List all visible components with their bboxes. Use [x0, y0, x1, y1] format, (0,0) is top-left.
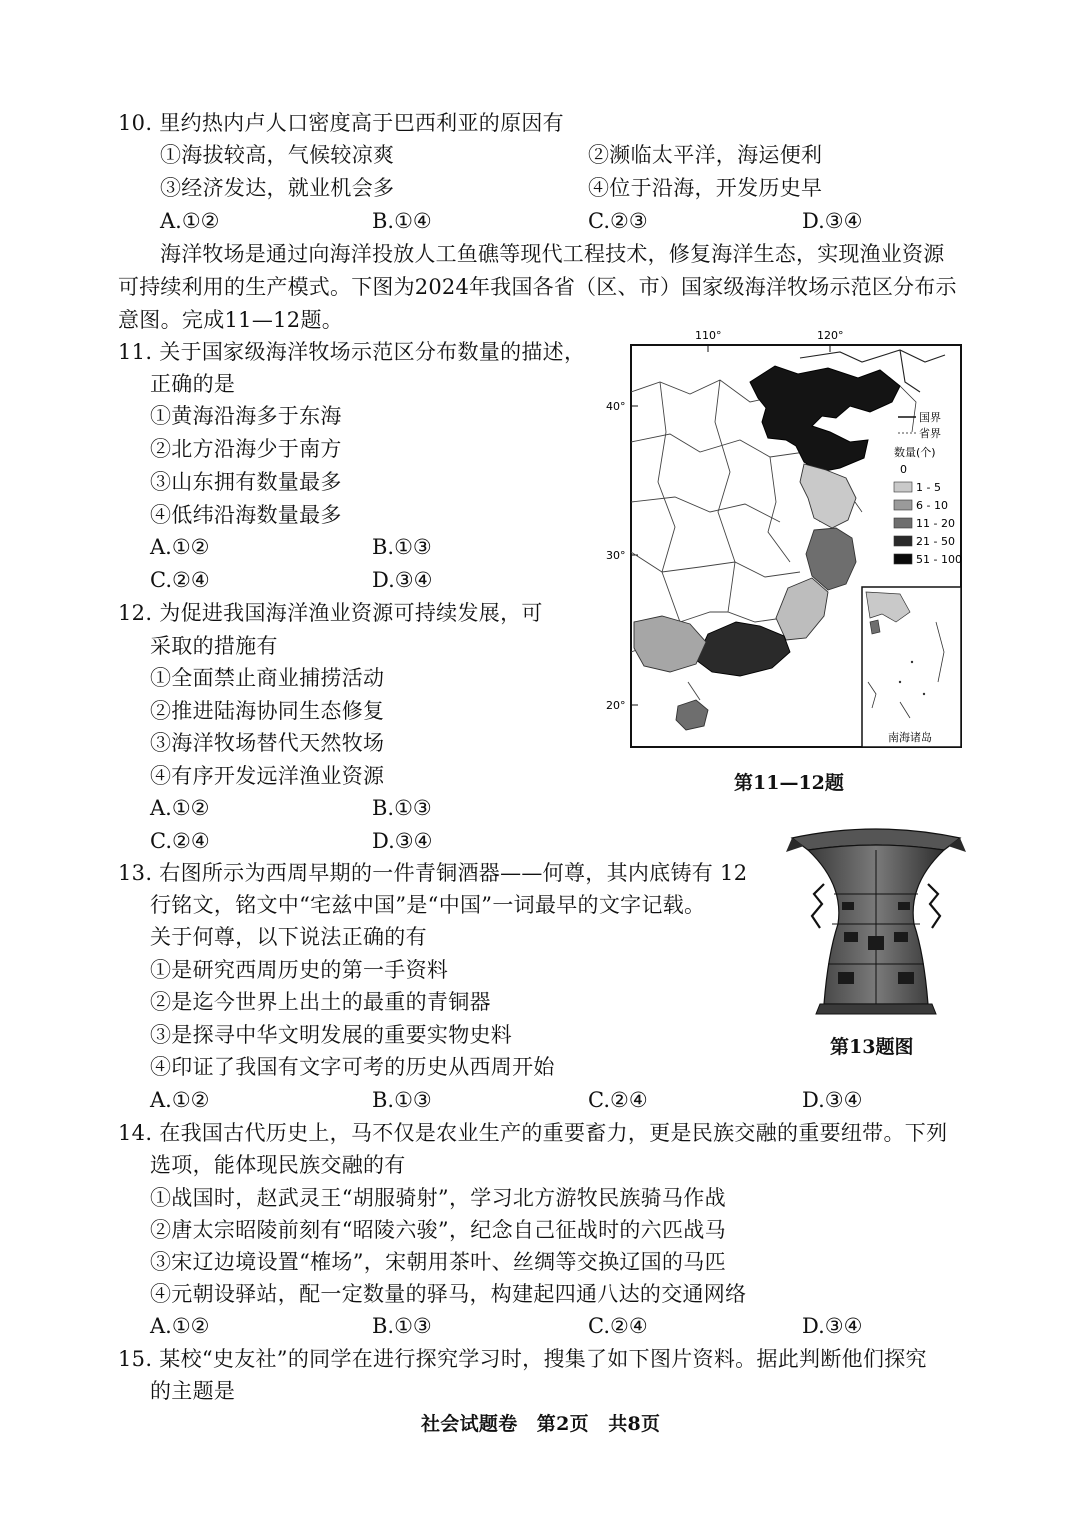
q12-item-2: ②推进陆海协同生态修复 — [150, 699, 385, 723]
q12-stem-1: 12. 为促进我国海洋渔业资源可持续发展，可 — [118, 601, 543, 625]
inset-label: 南海诸岛 — [888, 731, 932, 744]
q11-stem-2: 正确的是 — [150, 372, 236, 396]
q11-choice-d: D.③④ — [372, 568, 433, 592]
page-footer: 社会试题卷 第2页 共8页 — [421, 1413, 661, 1435]
intro-line-2: 可持续利用的生产模式。下图为2024年我国各省（区、市）国家级海洋牧场示范区分布示 — [118, 275, 957, 299]
q13-stem-3: 关于何尊，以下说法正确的有 — [150, 925, 427, 949]
q12-item-4: ④有序开发远洋渔业资源 — [150, 764, 385, 788]
q10-item-4: ④位于沿海，开发历史早 — [588, 176, 823, 200]
legend-label-1: 1 - 5 — [916, 481, 941, 494]
q10-item-3: ③经济发达，就业机会多 — [160, 176, 395, 200]
q10-choice-a: A.①② — [160, 209, 220, 233]
q13-item-1: ①是研究西周历史的第一手资料 — [150, 958, 449, 982]
q10-item-2: ②濒临太平洋，海运便利 — [588, 143, 823, 167]
q14-stem-1: 14. 在我国古代历史上，马不仅是农业生产的重要畜力，更是民族交融的重要纽带。下列 — [118, 1121, 948, 1145]
lat-label-20: 20° — [606, 699, 626, 712]
q14-stem-2: 选项，能体现民族交融的有 — [150, 1153, 406, 1177]
q13-stem-2: 行铭文，铭文中“宅兹中国”是“中国”一词最早的文字记载。 — [150, 893, 706, 917]
q13-item-3: ③是探寻中华文明发展的重要实物史料 — [150, 1023, 513, 1047]
map-caption: 第11—12题 — [734, 772, 844, 794]
q14-item-4: ④元朝设驿站，配一定数量的驿马，构建起四通八达的交通网络 — [150, 1282, 747, 1306]
q12-choice-b: B.①③ — [372, 796, 432, 820]
q10-item-1: ①海拔较高，气候较凉爽 — [160, 143, 395, 167]
legend-label-0: 0 — [900, 463, 907, 476]
q13-item-4: ④印证了我国有文字可考的历史从西周开始 — [150, 1055, 555, 1079]
q13-choice-a: A.①② — [150, 1088, 210, 1112]
q14-item-2: ②唐太宗昭陵前刻有“昭陵六骏”，纪念自己征战时的六匹战马 — [150, 1218, 726, 1242]
q11-choice-a: A.①② — [150, 535, 210, 559]
legend-swatch-2 — [894, 500, 912, 510]
q11-choice-c: C.②④ — [150, 568, 210, 592]
q14-item-3: ③宋辽边境设置“榷场”，宋朝用茶叶、丝绸等交换辽国的马匹 — [150, 1250, 726, 1274]
q14-choice-a: A.①② — [150, 1314, 210, 1338]
q15-stem-1: 15. 某校“史友社”的同学在进行探究学习时，搜集了如下图片资料。据此判断他们探究 — [118, 1347, 927, 1371]
q14-item-1: ①战国时，赵武灵王“胡服骑射”，学习北方游牧民族骑马作战 — [150, 1186, 726, 1210]
q10-choice-c: C.②③ — [588, 209, 648, 233]
q14-choice-d: D.③④ — [802, 1314, 863, 1338]
legend-national-border: 国界 — [919, 411, 941, 424]
legend-province-border: 省界 — [919, 427, 941, 440]
q15-stem-2: 的主题是 — [150, 1379, 236, 1403]
q13-item-2: ②是迄今世界上出土的最重的青铜器 — [150, 990, 491, 1014]
q11-choice-b: B.①③ — [372, 535, 432, 559]
q14-choice-b: B.①③ — [372, 1314, 432, 1338]
legend-label-3: 11 - 20 — [916, 517, 955, 530]
q11-item-2: ②北方沿海少于南方 — [150, 437, 342, 461]
legend-swatch-1 — [894, 482, 912, 492]
lat-label-30: 30° — [606, 549, 626, 562]
marine-ranch-map — [600, 322, 970, 754]
legend-swatch-4 — [894, 536, 912, 546]
q11-stem-1: 11. 关于国家级海洋牧场示范区分布数量的描述， — [118, 340, 586, 364]
q12-choice-c: C.②④ — [150, 829, 210, 853]
lon-label-120: 120° — [817, 329, 844, 342]
q12-choice-d: D.③④ — [372, 829, 433, 853]
legend-label-5: 51 - 100 — [916, 553, 962, 566]
q10-choice-b: B.①④ — [372, 209, 432, 233]
q12-choice-a: A.①② — [150, 796, 210, 820]
q12-item-1: ①全面禁止商业捕捞活动 — [150, 666, 385, 690]
q11-item-4: ④低纬沿海数量最多 — [150, 503, 342, 527]
q13-stem-1: 13. 右图所示为西周早期的一件青铜酒器——何尊，其内底铸有 12 — [118, 861, 748, 885]
q10-stem: 10. 里约热内卢人口密度高于巴西利亚的原因有 — [118, 111, 564, 135]
q12-stem-2: 采取的措施有 — [150, 634, 278, 658]
q13-choice-b: B.①③ — [372, 1088, 432, 1112]
q11-item-3: ③山东拥有数量最多 — [150, 470, 342, 494]
legend-swatch-3 — [894, 518, 912, 528]
intro-line-1: 海洋牧场是通过向海洋投放人工鱼礁等现代工程技术，修复海洋生态，实现渔业资源 — [160, 242, 945, 266]
intro-line-3: 意图。完成11—12题。 — [118, 308, 344, 332]
bronze-vessel-image — [784, 824, 968, 1024]
q12-item-3: ③海洋牧场替代天然牧场 — [150, 731, 385, 755]
q11-item-1: ①黄海沿海多于东海 — [150, 404, 342, 428]
legend-label-4: 21 - 50 — [916, 535, 955, 548]
map-figure — [600, 322, 970, 754]
q13-figure-caption: 第13题图 — [830, 1036, 914, 1058]
legend-label-2: 6 - 10 — [916, 499, 948, 512]
he-zun-figure — [784, 824, 968, 1024]
legend-count-title: 数量(个) — [894, 446, 936, 459]
legend-swatch-5 — [894, 554, 912, 564]
lon-label-110: 110° — [695, 329, 722, 342]
lat-label-40: 40° — [606, 400, 626, 413]
q10-choice-d: D.③④ — [802, 209, 863, 233]
q13-choice-d: D.③④ — [802, 1088, 863, 1112]
q13-choice-c: C.②④ — [588, 1088, 648, 1112]
q14-choice-c: C.②④ — [588, 1314, 648, 1338]
